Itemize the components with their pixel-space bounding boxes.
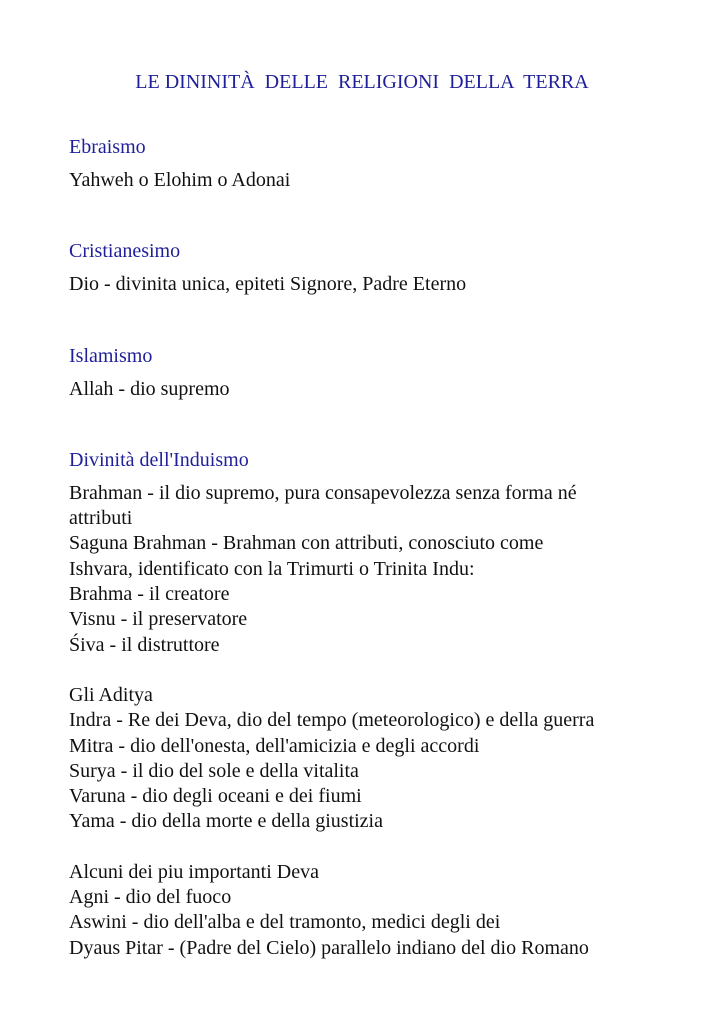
paragraph-line: Indra - Re dei Deva, dio del tempo (meteorologico) e della guerra xyxy=(69,709,595,732)
section-line: Brahma - il creatore xyxy=(69,583,230,606)
paragraph-line: Yama - dio della morte e della giustizia xyxy=(69,810,383,833)
paragraph-line: Varuna - dio degli oceani e dei fiumi xyxy=(69,785,362,808)
paragraph-line: Mitra - dio dell'onesta, dell'amicizia e degli accordi xyxy=(69,734,480,757)
page-title: LE DININITÀ DELLE RELIGIONI DELLA TERRA xyxy=(135,71,589,93)
paragraph-line: Agni - dio del fuoco xyxy=(69,886,232,909)
section-heading: Ebraismo xyxy=(69,136,146,158)
document-body xyxy=(69,135,709,961)
paragraph-line: Alcuni dei piu importanti Deva xyxy=(69,860,319,883)
paragraph-line: Surya - il dio del sole e della vitalita xyxy=(69,759,359,782)
section-line: Ishvara, identificato con la Trimurti o Trinita Indu: xyxy=(69,557,475,580)
paragraph-line: Dyaus Pitar - (Padre del Cielo) parallelo indiano del dio Romano xyxy=(69,936,589,959)
section-line: Visnu - il preservatore xyxy=(69,608,248,631)
section-ebraismo xyxy=(69,135,709,193)
paragraph-aditya xyxy=(69,683,709,835)
section-line: Saguna Brahman - Brahman con attributi, conosciuto come xyxy=(69,532,544,555)
section-line: Yahweh o Elohim o Adonai xyxy=(69,169,291,191)
paragraph-line: Gli Aditya xyxy=(69,683,153,706)
section-line: Dio - divinita unica, epiteti Signore, Padre Eterno xyxy=(69,273,467,296)
section-line: Śiva - il distruttore xyxy=(69,633,220,656)
section-heading: Cristianesimo xyxy=(69,240,181,263)
section-line: Brahman - il dio supremo, pura consapevolezza senza forma né xyxy=(69,481,577,504)
section-line: attributi xyxy=(69,507,133,530)
section-heading: Divinità dell'Induismo xyxy=(69,448,249,471)
section-line: Allah - dio supremo xyxy=(69,377,230,400)
paragraph-line: Aswini - dio dell'alba e del tramonto, medici degli dei xyxy=(69,911,501,934)
section-cristianesimo xyxy=(69,239,709,297)
paragraph-deva xyxy=(69,860,709,961)
section-heading: Islamismo xyxy=(69,344,153,367)
section-induismo xyxy=(69,448,709,658)
section-islamismo xyxy=(69,344,709,402)
